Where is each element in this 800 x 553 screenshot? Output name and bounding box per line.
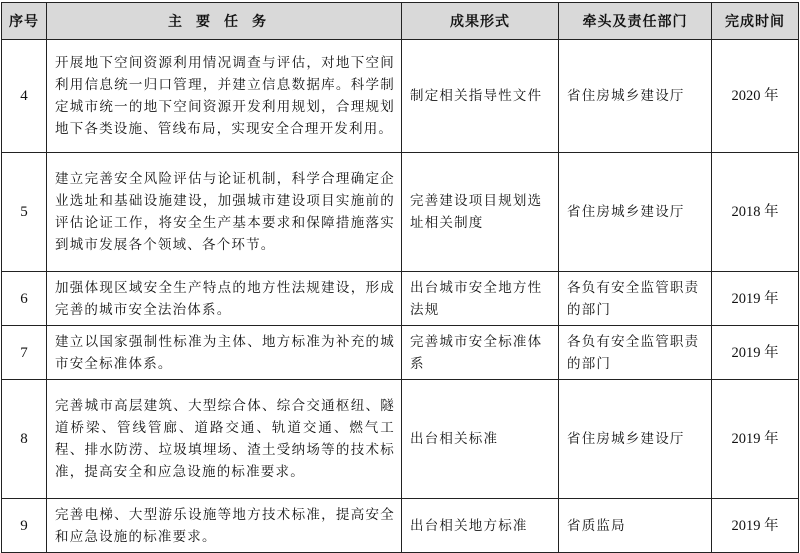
row-task: 加强体现区域安全生产特点的地方性法规建设，形成完善的城市安全法治体系。 xyxy=(47,272,402,326)
row-time: 2019 年 xyxy=(712,326,799,380)
row-form: 出台城市安全地方性法规 xyxy=(402,272,559,326)
row-dept: 省住房城乡建设厅 xyxy=(559,40,712,153)
row-seq: 5 xyxy=(2,153,47,272)
table-row xyxy=(2,326,799,380)
table-row xyxy=(2,40,799,153)
row-seq: 9 xyxy=(2,499,47,553)
row-time: 2019 年 xyxy=(712,380,799,499)
row-time: 2018 年 xyxy=(712,153,799,272)
row-seq: 8 xyxy=(2,380,47,499)
row-seq: 7 xyxy=(2,326,47,380)
table-row xyxy=(2,499,799,553)
header-dept: 牵头及责任部门 xyxy=(559,3,712,40)
table-row xyxy=(2,153,799,272)
task-table xyxy=(1,2,799,553)
row-form: 制定相关指导性文件 xyxy=(402,40,559,153)
row-task: 建立完善安全风险评估与论证机制，科学合理确定企业选址和基础设施建设，加强城市建设项目实施前的评估论证工作，将安全生产基本要求和保障措施落实到城市发展各个领域、各个环节。 xyxy=(47,153,402,272)
row-form: 完善城市安全标准体系 xyxy=(402,326,559,380)
row-form: 出台相关标准 xyxy=(402,380,559,499)
header-form: 成果形式 xyxy=(402,3,559,40)
row-form: 出台相关地方标准 xyxy=(402,499,559,553)
header-task: 主要任务 xyxy=(47,3,402,40)
row-dept: 各负有安全监管职责的部门 xyxy=(559,272,712,326)
table-row xyxy=(2,380,799,499)
row-seq: 4 xyxy=(2,40,47,153)
row-form: 完善建设项目规划选址相关制度 xyxy=(402,153,559,272)
row-time: 2020 年 xyxy=(712,40,799,153)
row-dept: 省质监局 xyxy=(559,499,712,553)
row-task: 完善城市高层建筑、大型综合体、综合交通枢纽、隧道桥梁、管线管廊、道路交通、轨道交通、燃气工程、排水防涝、垃圾填埋场、渣土受纳场等的技术标准，提高安全和应急设施的标准要求。 xyxy=(47,380,402,499)
table-row xyxy=(2,272,799,326)
row-time: 2019 年 xyxy=(712,499,799,553)
row-dept: 各负有安全监管职责的部门 xyxy=(559,326,712,380)
header-seq: 序号 xyxy=(2,3,47,40)
row-dept: 省住房城乡建设厅 xyxy=(559,380,712,499)
row-seq: 6 xyxy=(2,272,47,326)
row-task: 完善电梯、大型游乐设施等地方技术标准，提高安全和应急设施的标准要求。 xyxy=(47,499,402,553)
row-dept: 省住房城乡建设厅 xyxy=(559,153,712,272)
header-time: 完成时间 xyxy=(712,3,799,40)
row-time: 2019 年 xyxy=(712,272,799,326)
header-row xyxy=(2,3,799,40)
row-task: 建立以国家强制性标准为主体、地方标准为补充的城市安全标准体系。 xyxy=(47,326,402,380)
row-task: 开展地下空间资源利用情况调查与评估，对地下空间利用信息统一归口管理，并建立信息数据库。科学制定城市统一的地下空间资源开发利用规划，合理规划地下各类设施、管线布局，实现安全合理开发利用。 xyxy=(47,40,402,153)
